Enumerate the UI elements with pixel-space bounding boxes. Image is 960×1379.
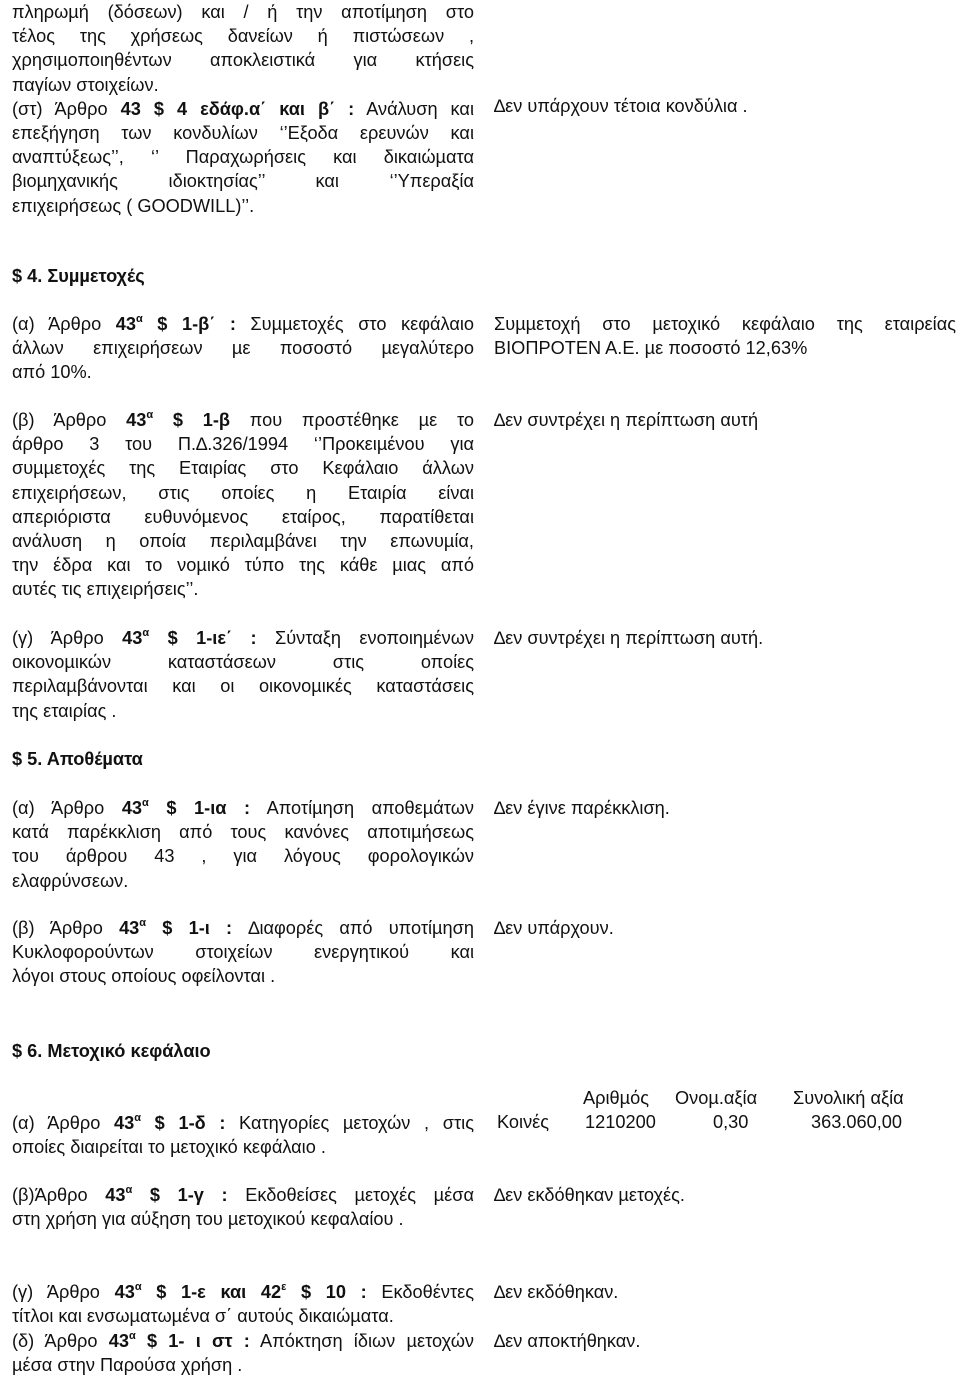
article-first-line: (β) Άρθρο $43^\alpha$ $ 1-ι : ∆ιαφορές από υποτίµηση	[12, 917, 474, 938]
article-first-line: (γ) Άρθρο $43^\alpha$ $ 1-ε και $42^\varepsilon$ $ 10 : Εκδοθέντες	[12, 1281, 475, 1302]
answer-text: Συµµετοχή στο µετοχικό κεφάλαιο της εταιρείας	[494, 314, 956, 334]
article-first-line: (α) Άρθρο $43^\alpha$ $ 1-δ : Κατηγορίες µετοχών , στις	[12, 1112, 474, 1133]
column-header: Ονοµ.αξία	[675, 1088, 758, 1108]
article-first-line: (α) Άρθρο $43^\alpha$ $ 1-β΄ : Συµµετοχές στο κεφάλαιο	[12, 313, 474, 334]
answer-text: ∆εν έγινε παρέκκλιση.	[494, 798, 670, 818]
leasing-paragraph	[12, 0, 474, 218]
section-6a	[12, 1111, 474, 1159]
article-first-line: (γ) Άρθρο $43^\alpha$ $ 1-ιε΄ : Σύνταξη ενοποιηµένων	[12, 627, 474, 648]
text-line: άλλων επιχειρήσεων µε ποσοστό µεγαλύτερο	[12, 338, 474, 359]
section-5b-answer	[494, 916, 956, 940]
text-line: ελαφρύνσεων.	[12, 870, 129, 891]
section-6c	[12, 1280, 474, 1328]
text-line: επιχειρήσεως ( GOODWILL)’’.	[12, 195, 255, 216]
article-st-answer	[494, 94, 956, 118]
share-capital-table	[494, 1086, 934, 1134]
section-6b	[12, 1183, 474, 1231]
answer-text: ∆εν συντρέχει η περίπτωση αυτή	[494, 410, 759, 430]
section-4b	[12, 408, 474, 602]
answer-text: ΒΙΟΠΡΟΤΕΝ Α.Ε. µε ποσοστό 12,63%	[494, 338, 808, 359]
text-line: άρθρο 3 του Π.∆.326/1994 ‘’Προκειµένου για	[12, 434, 474, 455]
text-line: λόγοι στους οποίους οφείλονται .	[12, 966, 276, 987]
text-line: τίτλοι και ενσωµατωµένα σ΄ αυτούς δικαιώµατα.	[12, 1306, 394, 1327]
section-4b-answer	[494, 408, 956, 432]
text-line: στη χρήση για αύξηση του µετοχικού κεφαλαίου .	[12, 1209, 404, 1230]
text-line: επεξήγηση των κονδυλίων ‘’Εξοδα ερευνών και	[12, 123, 474, 144]
section-5b	[12, 916, 474, 989]
text-line: Κυκλοφορούντων στοιχείων ενεργητικού και	[12, 942, 474, 963]
column-header: Αριθµός	[583, 1088, 649, 1108]
text-line: κατά παρέκκλιση από τους κανόνες αποτιµήσεως	[12, 822, 474, 843]
answer-text: ∆εν υπάρχουν.	[494, 918, 614, 938]
article-first-line: (β)Άρθρο $43^\alpha$ $ 1-γ : Εκδοθείσες µετοχές µέσα	[12, 1184, 474, 1205]
section-4c-answer	[494, 626, 956, 650]
text-line: συµµετοχές της Εταιρίας στο Κεφάλαιο άλλων	[12, 458, 474, 479]
text-line: πληρωµή (δόσεων) και / ή την αποτίµηση στο	[12, 2, 474, 22]
text-line: αναπτύξεως’’, ‘’ Παραχωρήσεις και δικαιώµατα	[12, 147, 474, 168]
text-line: της εταιρίας .	[12, 700, 117, 721]
section-5a	[12, 796, 474, 893]
article-first-line: (β) Άρθρο $43^\alpha$ $ 1-β που προστέθηκε µε το	[12, 409, 474, 430]
text-line: περιλαµβάνονται και οι οικονοµικές καταστάσεις	[12, 676, 474, 697]
text-line: οποίες διαιρείται το µετοχικό κεφάλαιο .	[12, 1137, 326, 1158]
text-line: του άρθρου 43 , για λόγους φορολογικών	[12, 846, 474, 867]
table-row	[494, 1110, 934, 1134]
answer-text: ∆εν υπάρχουν τέτοια κονδύλια .	[494, 96, 748, 116]
table-cell: 363.060,00	[811, 1112, 903, 1132]
answer-text: ∆εν αποκτήθηκαν.	[494, 1331, 641, 1351]
text-line: τέλος της χρήσεως δανείων ή πιστώσεων ,	[12, 26, 474, 47]
text-line: παγίων στοιχείων.	[12, 74, 159, 95]
text-line: απεριόριστα ευθυνόµενος εταίρος, παρατίθεται	[12, 506, 474, 527]
section-5-heading: $ 5. Αποθέµατα	[12, 749, 143, 769]
text-line: βιοµηχανικής ιδιοκτησίας’’ και ‘’Υπεραξία	[12, 171, 474, 192]
text-line: την έδρα και το νοµικό τύπο της κάθε µιας από	[12, 555, 474, 576]
section-5a-answer	[494, 796, 956, 820]
section-6b-answer	[494, 1183, 956, 1207]
row-label: Κοινές	[497, 1112, 550, 1132]
table-cell: 1210200	[585, 1112, 656, 1132]
section-4-heading: $ 4. Συµµετοχές	[12, 266, 145, 286]
text-line: ανάλυση η οποία περιλαµβάνει την επωνυµία,	[12, 531, 474, 552]
answer-text: ∆εν εκδόθηκαν.	[494, 1282, 619, 1302]
text-line: χρησιµοποιηθέντων αποκλειστικά για κτήσεις	[12, 50, 474, 71]
section-4a-answer	[494, 312, 956, 360]
table-header-row	[494, 1086, 934, 1110]
section-4a	[12, 312, 474, 385]
section-6c-answer	[494, 1280, 956, 1304]
text-line: µέσα στην Παρούσα χρήση .	[12, 1355, 243, 1376]
text-line: οικονοµικών καταστάσεων στις οποίες	[12, 652, 474, 673]
article-first-line: (α) Άρθρο $43^\alpha$ $ 1-ια : Αποτίµηση αποθεµάτων	[12, 797, 474, 818]
answer-text: ∆εν συντρέχει η περίπτωση αυτή.	[494, 628, 764, 648]
answer-text: ∆εν εκδόθηκαν µετοχές.	[494, 1185, 685, 1205]
table-cell: 0,30	[713, 1112, 749, 1132]
text-line: αυτές τις επιχειρήσεις’’.	[12, 579, 199, 600]
column-header: Συνολική αξία	[793, 1088, 904, 1108]
article-first-line: (δ) Άρθρο $43^\alpha$ $ 1- ι στ : Απόκτηση ίδιων µετοχών	[12, 1330, 474, 1351]
text-line: επιχειρήσεων, στις οποίες η Εταιρία είναι	[12, 482, 474, 503]
section-6d-answer	[494, 1329, 956, 1353]
text-line: από 10%.	[12, 362, 92, 383]
section-6d	[12, 1329, 474, 1377]
section-6-heading: $ 6. Μετοχικό κεφάλαιο	[12, 1041, 211, 1061]
section-4c	[12, 626, 474, 723]
article-st-first-line: (στ) Άρθρο 43 $ 4 εδάφ.α΄ και β΄ : Ανάλυση και	[12, 98, 474, 119]
